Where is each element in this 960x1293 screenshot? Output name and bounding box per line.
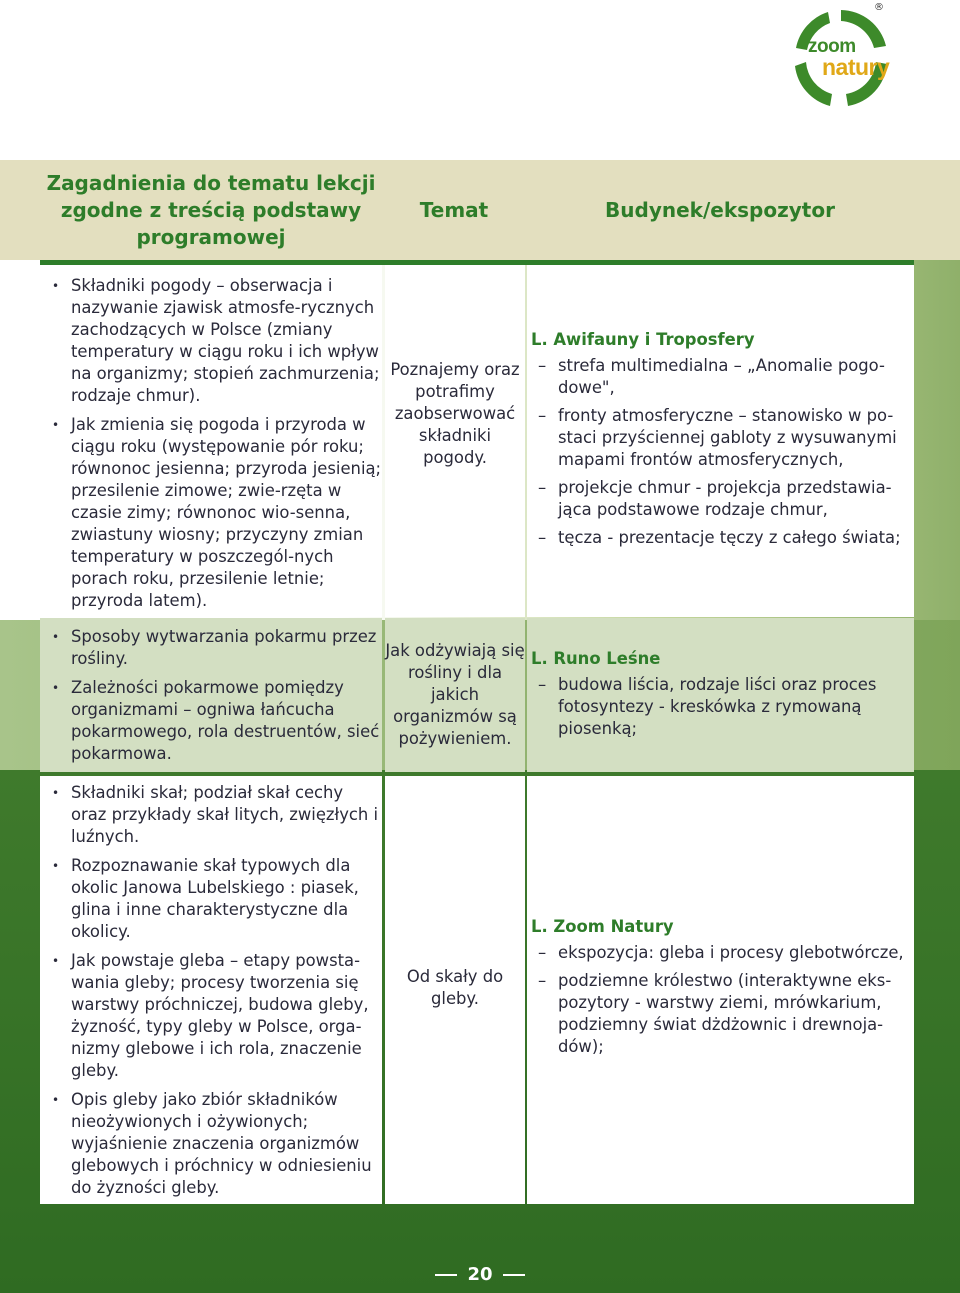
header-location: Budynek/ekspozytor [605, 197, 835, 222]
logo-text-natury: natury [822, 54, 890, 80]
row3-topic: • Rozpoznawanie skał typowych dla okolic Janowa Lubelskiego : piasek, glina i inne charakterystyczne dla okolicy. [40, 855, 382, 943]
registered-mark: ® [874, 2, 884, 13]
row3-exhibit: – ekspozycja: gleba i procesy glebotwórcze, [527, 942, 908, 964]
row2-topic: • Zależności pokarmowe pomiędzy organizmami – ogniwa łańcucha pokarmowego, rola destruentów, sieć pokarmowa. [40, 677, 382, 765]
header-topics: Zagadnienia do tematu lekcji zgodne z treścią podstawy programowej [46, 170, 376, 249]
row3-location-title: L. Zoom Natury [531, 917, 674, 936]
row1-topics-cell [40, 265, 382, 617]
row1-topic: • Jak zmienia się pogoda i przyroda w ciągu roku (występowanie pór roku; równonoc jesienna; przyroda jesienią; przesilenie zimowe; zwie-rzęta w czasie zimy; równonoc wio-senna, zwiastuny wiosny; przyczyny zmian temperatury w poszczegól-nych porach roku, przesilenie letnie; przyroda latem). [40, 414, 382, 612]
row1-location-title: L. Awifauny i Troposfery [531, 330, 755, 349]
page-number-rule-left [435, 1274, 457, 1276]
row2-theme: Jak odżywiają się rośliny i dla jakich organizmów są pożywieniem. [385, 641, 525, 748]
row1-exhibit: – projekcje chmur - projekcja przedstawia-jąca podstawowe rodzaje chmur, [527, 477, 908, 521]
page-number-value: 20 [467, 1264, 493, 1285]
row1-exhibit: – fronty atmosferyczne – stanowisko w po-staci przyściennej gabloty z wysuwanymi mapami frontów atmosferycznych, [527, 405, 908, 471]
row3-topic: • Składniki skał; podział skał cechy oraz przykłady skał litych, zwięzłych i luźnych. [40, 782, 382, 848]
row2-theme-cell [385, 618, 525, 772]
row1-theme-cell [385, 265, 525, 617]
row1-exhibit: – tęcza - prezentacje tęczy z całego świata; [527, 527, 908, 549]
row1-exhibit: – strefa multimedialna – „Anomalie pogo-dowe", [527, 355, 908, 399]
row1-location-cell [527, 265, 914, 617]
row3-theme: Od skały do gleby. [406, 967, 504, 1008]
row2-location-cell [527, 618, 914, 772]
row2-exhibit: – budowa liścia, rodzaje liści oraz proces fotosyntezy - kreskówka z rymowaną piosenką; [527, 674, 908, 740]
logo-text-zoom: zoom [808, 36, 856, 57]
page-number [0, 1264, 960, 1285]
row3-exhibit: – podziemne królestwo (interaktywne eks-pozytory - warstwy ziemi, mrówkarium, podziemny świat dżdżownic i drewnoja-dów); [527, 970, 908, 1058]
row2-topics-cell [40, 618, 382, 772]
row3-topic: • Opis gleby jako zbiór składników nieożywionych i ożywionych; wyjaśnienie znaczenia organizmów glebowych i próchnicy w odniesieniu do żyzności gleby. [40, 1089, 382, 1199]
header-theme: Temat [419, 197, 489, 222]
row3-location-cell [527, 776, 914, 1204]
row3-topic: • Jak powstaje gleba – etapy powsta-wania gleby; procesy tworzenia się warstwy próchniczej, budowa gleby, żyzność, typy gleby w Polsce, orga-nizmy glebowe i ich rola, znaczenie gleby. [40, 950, 382, 1082]
row1-theme: Poznajemy oraz potrafimy zaobserwować składniki pogody. [390, 360, 520, 467]
row3-topics-cell [40, 776, 382, 1204]
page-number-rule-right [503, 1274, 525, 1276]
row1-topic: • Składniki pogody – obserwacja i nazywanie zjawisk atmosfe-rycznych zachodzących w Polsce (zmiany temperatury w ciągu roku i ich wpływ na organizmy; stopień zachmurzenia; rodzaje chmur). [40, 275, 382, 407]
row2-topic: • Sposoby wytwarzania pokarmu przez rośliny. [40, 626, 382, 670]
row3-theme-cell [385, 776, 525, 1204]
row2-location-title: L. Runo Leśne [531, 649, 661, 668]
